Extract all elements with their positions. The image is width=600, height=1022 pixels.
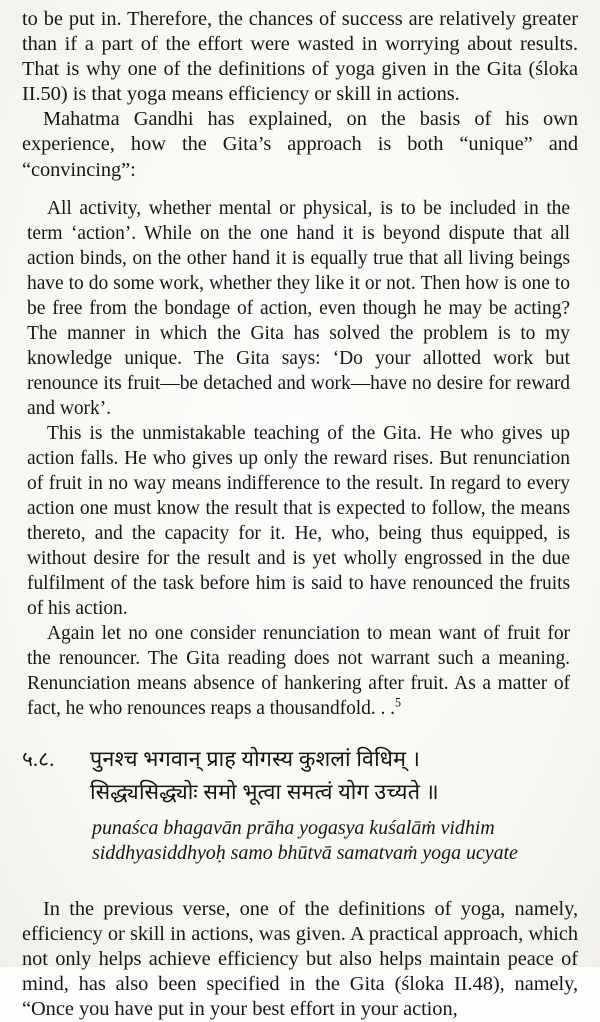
blockquote-gandhi-renunciation bbox=[0, 621, 600, 721]
top-spacer bbox=[0, 0, 600, 7]
paragraph-gandhi-intro: Mahatma Gandhi has explained, on the basis of his own experience, how the Gita’s approach is both “unique” and “convincing”: bbox=[22, 108, 578, 181]
verse-transliteration-line-2: siddhyasiddhyoḥ samo bhūtvā samatvaṁ yoga ucyate bbox=[92, 842, 518, 865]
blockquote-gandhi-teaching bbox=[0, 421, 600, 621]
blockquote-gandhi-activity bbox=[0, 196, 600, 421]
verse-top-spacer bbox=[0, 721, 600, 743]
post-verse-spacer bbox=[0, 867, 600, 897]
verse-devanagari-line-2: सिद्ध्यसिद्ध्योः समो भूत्वा समत्वं योग उच्यते ॥ bbox=[90, 779, 439, 804]
sanskrit-verse-block bbox=[0, 743, 600, 867]
verse-line-1-row bbox=[22, 743, 578, 776]
quote-top-spacer bbox=[0, 183, 600, 196]
verse-transliteration-line-1: punaśca bhagavān prāha yogasya kuśalāṁ vidhim bbox=[92, 816, 495, 839]
paragraph-continuation: to be put in. Therefore, the chances of success are relatively greater than if a part of the effort were wasted in worrying about results. That is why one of the definitions of yoga given in the Gita (śloka II.50) is that yoga means efficiency or skill in actions. bbox=[22, 8, 578, 106]
paragraph-commentary: In the previous verse, one of the definitions of yoga, namely, efficiency or skill in actions, was given. A practical approach, which not only helps achieve efficiency but also helps maintain peace of mind, has also been specified in the Gita (śloka II.48), namely, “Once you have put in your best effort in your action, bbox=[22, 897, 578, 1021]
blockquote-text: This is the unmistakable teaching of the Gita. He who gives up action falls. He who gives up only the reward rises. But renunciation of fruit in no way means indifference to the result. In regard to every action one must know the result that is expected to follow, the means thereto, and the capacity for it. He, who, being thus equipped, is without desire for the result and is yet wholly engrossed in the due fulfilment of the task before him is said to have renounced the fruits of his action. bbox=[27, 422, 570, 619]
blockquote-text: Again let no one consider renunciation to mean want of fruit for the renouncer. The Gita reading does not warrant such a meaning. Renunciation means absence of hankering after fruit. As a matter of fact, he who renounces reaps a thousandfold. . . bbox=[27, 622, 570, 719]
verse-devanagari-line-1: पुनश्च भगवान् प्राह योगस्य कुशलां विधिम् । bbox=[90, 746, 421, 771]
blockquote-text: All activity, whether mental or physical, is to be included in the term ‘action’. While on the one hand it is beyond dispute that all action binds, on the other hand it is equally true that all living beings have to do some work, whether they like it or not. Then how is one to be free from the bondage of action, even though he may be acting? The manner in which the Gita has solved the problem is to my knowledge unique. The Gita says: ‘Do your allotted work but renounce its fruit—be detached and work—have no desire for reward and work’. bbox=[27, 197, 570, 419]
footnote-marker[interactable]: 5 bbox=[394, 695, 401, 710]
translit-spacer bbox=[22, 809, 578, 816]
blockquote-text-with-footnote bbox=[27, 621, 570, 721]
verse-number: ५.८. bbox=[22, 746, 55, 771]
